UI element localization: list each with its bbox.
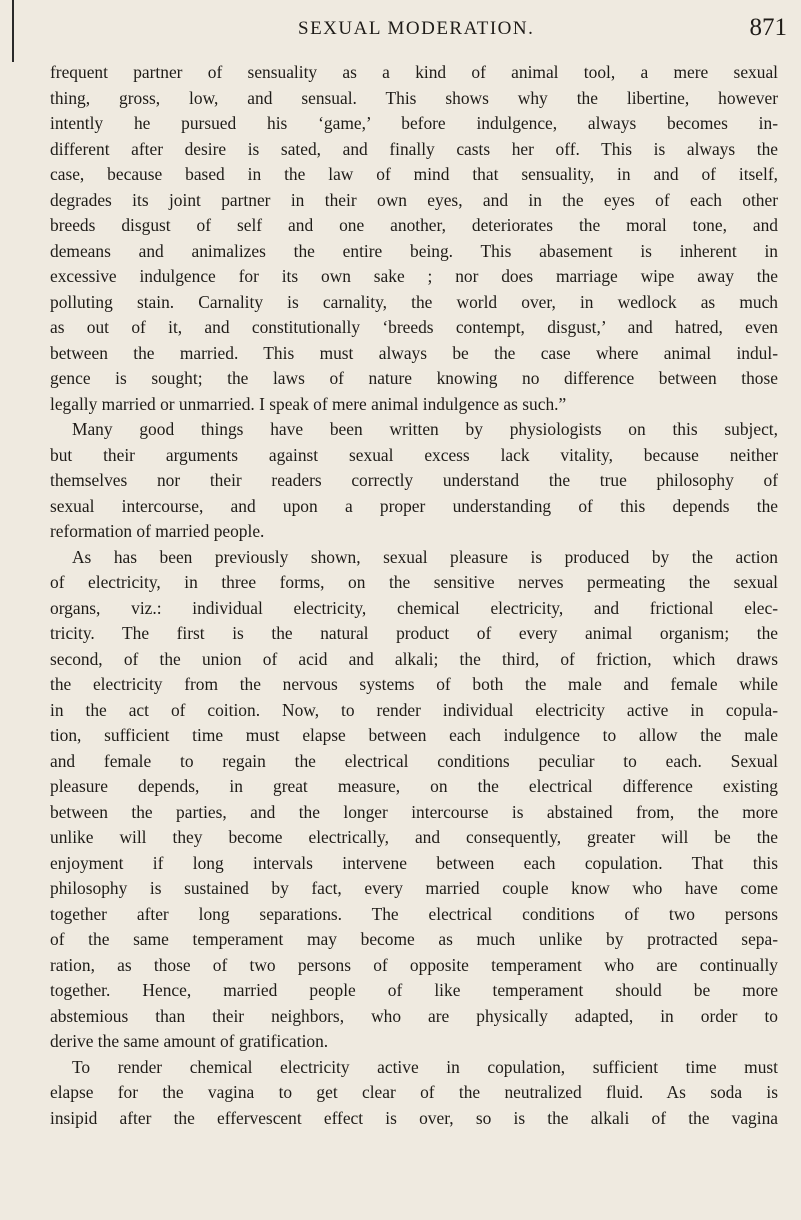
text-line: excessive indulgence for its own sake ; nor does marriage wipe away the <box>50 266 778 286</box>
text-line: in the act of coition. Now, to render individual electricity active in copula- <box>50 699 778 720</box>
text-line: of electricity, in three forms, on the sensitive nerves permeating the sexual <box>50 572 778 592</box>
text-line: of the same temperament may become as much unlike by protracted sepa- <box>50 929 778 949</box>
text-line: pleasure depends, in great measure, on the electrical difference existing <box>50 776 778 796</box>
text-line: unlike will they become electrically, and consequently, greater will be the <box>50 827 778 847</box>
text-line: ration, as those of two persons of opposite temperament who are continually <box>50 954 778 975</box>
text-line: philosophy is sustained by fact, every married couple know who have come <box>50 878 778 898</box>
text-line: demeans and animalizes the entire being. This abasement is inherent in <box>50 240 778 261</box>
text-line: abstemious than their neighbors, who are physically adapted, in order to <box>50 1005 778 1026</box>
text-line: polluting stain. Carnality is carnality, the world over, in wedlock as much <box>50 291 778 312</box>
text-line: Many good things have been written by physiologists on this subject, <box>72 419 778 439</box>
text-line: as out of it, and constitutionally ‘breeds contempt, disgust,’ and hatred, even <box>50 317 778 337</box>
text-line: together after long separations. The electrical conditions of two persons <box>50 903 778 924</box>
text-line: tricity. The first is the natural product of every animal organism; the <box>50 623 778 643</box>
text-line: sexual intercourse, and upon a proper understanding of this depends the <box>50 495 778 516</box>
text-line: organs, viz.: individual electricity, chemical electricity, and frictional elec- <box>50 597 778 618</box>
text-line: legally married or unmarried. I speak of mere animal indulgence as such.” <box>50 393 567 414</box>
text-line: between the married. This must always be the case where animal indul- <box>50 342 778 363</box>
text-line: breeds disgust of self and one another, deteriorates the moral tone, and <box>50 215 778 235</box>
text-line: reformation of married people. <box>50 521 265 541</box>
text-line: between the parties, and the longer intercourse is abstained from, the more <box>50 801 778 822</box>
running-title: SEXUAL MODERATION. <box>298 18 535 39</box>
text-line: tion, sufficient time must elapse between each indulgence to allow the male <box>50 725 778 745</box>
text-line: themselves nor their readers correctly understand the true philosophy of <box>50 470 778 490</box>
text-line: and female to regain the electrical conditions peculiar to each. Sexual <box>50 750 778 771</box>
text-line: together. Hence, married people of like temperament should be more <box>50 980 778 1000</box>
text-line: insipid after the effervescent effect is over, so is the alkali of the vagina <box>50 1107 778 1128</box>
text-line: case, because based in the law of mind that sensuality, in and of itself, <box>50 164 778 184</box>
text-line: thing, gross, low, and sensual. This shows why the libertine, however <box>50 87 778 108</box>
text-line: As has been previously shown, sexual pleasure is produced by the action <box>72 546 778 567</box>
page-number: 871 <box>749 14 787 41</box>
text-line: intently he pursued his ‘game,’ before indulgence, always becomes in- <box>50 113 778 133</box>
body-text <box>50 60 778 1131</box>
text-line: derive the same amount of gratification. <box>50 1031 329 1051</box>
text-line: frequent partner of sensuality as a kind of animal tool, a mere sexual <box>50 62 778 82</box>
text-line: different after desire is sated, and finally casts her off. This is always the <box>50 138 778 159</box>
text-line: enjoyment if long intervals intervene between each copulation. That this <box>50 852 778 873</box>
text-line: but their arguments against sexual excess lack vitality, because neither <box>50 444 778 465</box>
text-line: To render chemical electricity active in copulation, sufficient time must <box>72 1056 778 1077</box>
text-line: second, of the union of acid and alkali; the third, of friction, which draws <box>50 648 778 669</box>
text-line: elapse for the vagina to get clear of the neutralized fluid. As soda is <box>50 1082 778 1102</box>
text-line: degrades its joint partner in their own eyes, and in the eyes of each other <box>50 189 778 210</box>
text-line: the electricity from the nervous systems of both the male and female while <box>50 674 778 694</box>
running-head <box>0 8 801 48</box>
text-line: gence is sought; the laws of nature knowing no difference between those <box>50 368 778 388</box>
